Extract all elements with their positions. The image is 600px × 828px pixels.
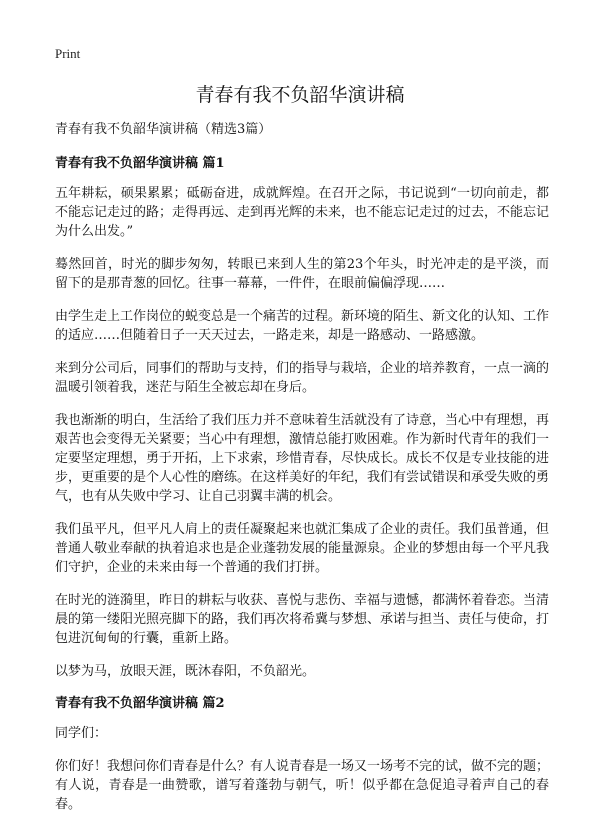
section-heading: 青春有我不负韶华演讲稿 篇1 (55, 156, 225, 171)
section-1 (55, 155, 549, 681)
paragraph: 我们虽平凡，但平凡人肩上的责任凝聚起来也就汇集成了企业的责任。我们虽普通，但普通人敬业奉献的执着追求也是企业蓬勃发展的能量源泉。企业的梦想由每一个平凡我们守护，企业的未来由每一个普通的我们打拼。 (55, 522, 550, 575)
paragraph: 你们好！我想问你们青春是什么？有人说青春是一场又一场考不完的试，做不完的题；有人说，青春是一曲赞歌，谱写着蓬勃与朝气，听！似乎都在急促追寻着声自己的春春。 (55, 759, 550, 812)
paragraph: 同学们： (55, 726, 108, 741)
paragraph: 以梦为马，放眼天涯，既沐春阳，不负韶光。 (55, 664, 316, 679)
document-body (55, 121, 549, 828)
paragraph: 我也渐渐的明白，生活给了我们压力并不意味着生活就没有了诗意，当心中有理想，再艰苦也会变得无关紧要；当心中有理想，激情总能打败困难。作为新时代青年的我们一定要坚定理想，勇于开拓，上下求索，珍惜青春，尽快成长。成长不仅是专业技能的进步，更重要的是个人心性的磨练。在这样美好的年纪，我们有尝试错误和承受失败的勇气，也有从失败中学习、让自己羽翼丰满的机会。 (55, 413, 550, 504)
paragraph: 由学生走上工作岗位的蜕变总是一个痛苦的过程。新环境的陌生、新文化的认知、工作的适应……但随着日子一天天过去，一路走来，却是一路感动、一路感激。 (55, 309, 550, 343)
paragraph: 来到分公司后，同事们的帮助与支持，们的指导与栽培，企业的培养教育，一点一滴的温暖引领着我，迷茫与陌生全被忘却在身后。 (55, 361, 550, 395)
section-heading: 青春有我不负韶华演讲稿 篇2 (55, 696, 225, 711)
document-title: 青春有我不负韶华演讲稿 (195, 84, 405, 106)
print-link[interactable]: Print (55, 46, 81, 61)
paragraph: 在时光的涟漪里，昨日的耕耘与收获、喜悦与悲伤、幸福与遗憾，都满怀着眷恋。当清晨的第一缕阳光照亮脚下的路，我们再次将希冀与梦想、承诺与担当、责任与使命，打包进沉甸甸的行囊，重新上路。 (55, 593, 550, 646)
document-subtitle: 青春有我不负韶华演讲稿（精选3篇） (55, 122, 272, 137)
paragraph: 蓦然回首，时光的脚步匆匆，转眼已来到人生的第23个年头，时光冲走的是平淡，而留下的是那青葱的回忆。往事一幕幕，一件件，在眼前偏偏浮现…… (55, 257, 549, 291)
paragraph: 五年耕耘，硕果累累；砥砺奋进，成就辉煌。在召开之际，书记说到“一切向前走，都不能忘记走过的路；走得再远、走到再光辉的未来，也不能忘记走过的过去，不能忘记为什么出发。” (55, 186, 550, 239)
section-2 (55, 695, 549, 814)
